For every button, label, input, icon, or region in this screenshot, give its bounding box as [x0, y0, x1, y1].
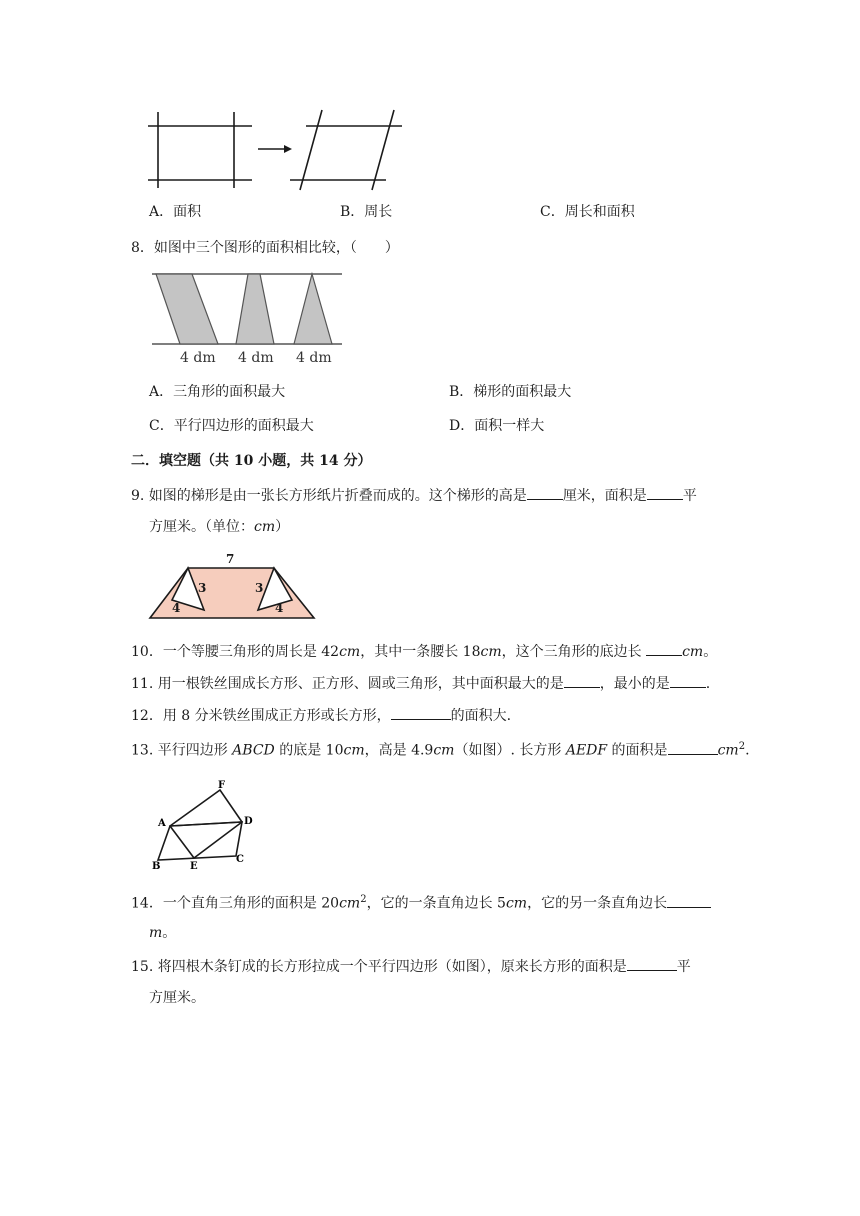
q7-option-b[interactable]: B．周长: [340, 204, 393, 220]
para-left-line: [300, 110, 322, 190]
q12-blank[interactable]: [391, 705, 451, 720]
section-heading: 二．填空题（共 10 小题，共 14 分）: [131, 453, 372, 469]
para-right-line: [372, 110, 394, 190]
q8-label-3: 4 dm: [296, 350, 332, 366]
q13-label-c: C: [236, 854, 244, 865]
q8-figure: [150, 268, 350, 370]
q10-text: 10．一个等腰三角形的周长是 42cm，其中一条腰长 18cm，这个三角形的底边长 cm。: [131, 641, 717, 662]
q14-blank[interactable]: [667, 893, 711, 908]
q15-blank[interactable]: [627, 956, 677, 971]
q15-line1: 15. 将四根木条钉成的长方形拉成一个平行四边形（如图），原来长方形的面积是 平: [131, 956, 691, 977]
q8-stem: 8．如图中三个图形的面积相比较，（ ）: [131, 240, 399, 256]
arrow-head-icon: [284, 145, 292, 153]
q9-label-right-3: 3: [255, 581, 264, 595]
q9-label-right-4: 4: [275, 601, 284, 615]
q13-figure: [150, 780, 260, 872]
q8-trapezoid: [236, 274, 274, 344]
q13-label-e: E: [190, 861, 198, 872]
q15-line2: 方厘米。: [149, 990, 205, 1006]
q7-option-c[interactable]: C．周长和面积: [540, 204, 635, 220]
q11-blank-max[interactable]: [564, 673, 600, 688]
q9-line2: 方厘米。（单位：cm）: [149, 519, 290, 535]
q12-text: 12．用 8 分米铁丝围成正方形或长方形， 的面积大.: [131, 705, 511, 726]
q8-option-d[interactable]: D．面积一样大: [449, 418, 545, 434]
q13-diagonal-ad: [170, 822, 242, 826]
q11-text: 11. 用一根铁丝围成长方形、正方形、圆或三角形，其中面积最大的是 ，最小的是 .: [131, 673, 710, 694]
q14-line1: 14．一个直角三角形的面积是 $20cm^2$，它的一条直角边长 5cm，它的另一条直角边长: [131, 890, 711, 914]
q8-option-a[interactable]: A．三角形的面积最大: [149, 384, 286, 400]
q9-blank-height[interactable]: [527, 485, 563, 500]
q13-label-b: B: [152, 861, 161, 872]
q13-text: 13. 平行四边形 ABCD 的底是 10cm，高是 4.9cm（如图）. 长方形 AEDF 的面积是 $cm^2$.: [131, 741, 750, 759]
q13-label-d: D: [244, 816, 253, 827]
q11-blank-min[interactable]: [670, 673, 706, 688]
q7-figure: [140, 104, 410, 196]
q8-label-2: 4 dm: [238, 350, 274, 366]
q7-option-a[interactable]: A．面积: [149, 204, 202, 220]
q13-blank[interactable]: [668, 740, 718, 755]
q10-blank[interactable]: [646, 641, 682, 656]
q8-option-c[interactable]: C．平行四边形的面积最大: [149, 418, 314, 434]
q8-label-1: 4 dm: [180, 350, 216, 366]
q8-option-b[interactable]: B．梯形的面积最大: [449, 384, 572, 400]
q8-parallelogram: [156, 274, 218, 344]
q8-triangle: [294, 274, 332, 344]
q9-figure: [144, 552, 320, 624]
q9-label-left-4: 4: [172, 601, 181, 615]
q9-label-top: 7: [226, 552, 235, 566]
q14-line2: m。: [149, 925, 177, 941]
q9-line1: 9. 如图的梯形是由一张长方形纸片折叠而成的。这个梯形的高是 厘米，面积是 平: [131, 485, 697, 506]
q13-label-f: F: [218, 780, 226, 791]
q9-label-left-3: 3: [198, 581, 207, 595]
q13-label-a: A: [158, 818, 166, 829]
q9-blank-area[interactable]: [647, 485, 683, 500]
